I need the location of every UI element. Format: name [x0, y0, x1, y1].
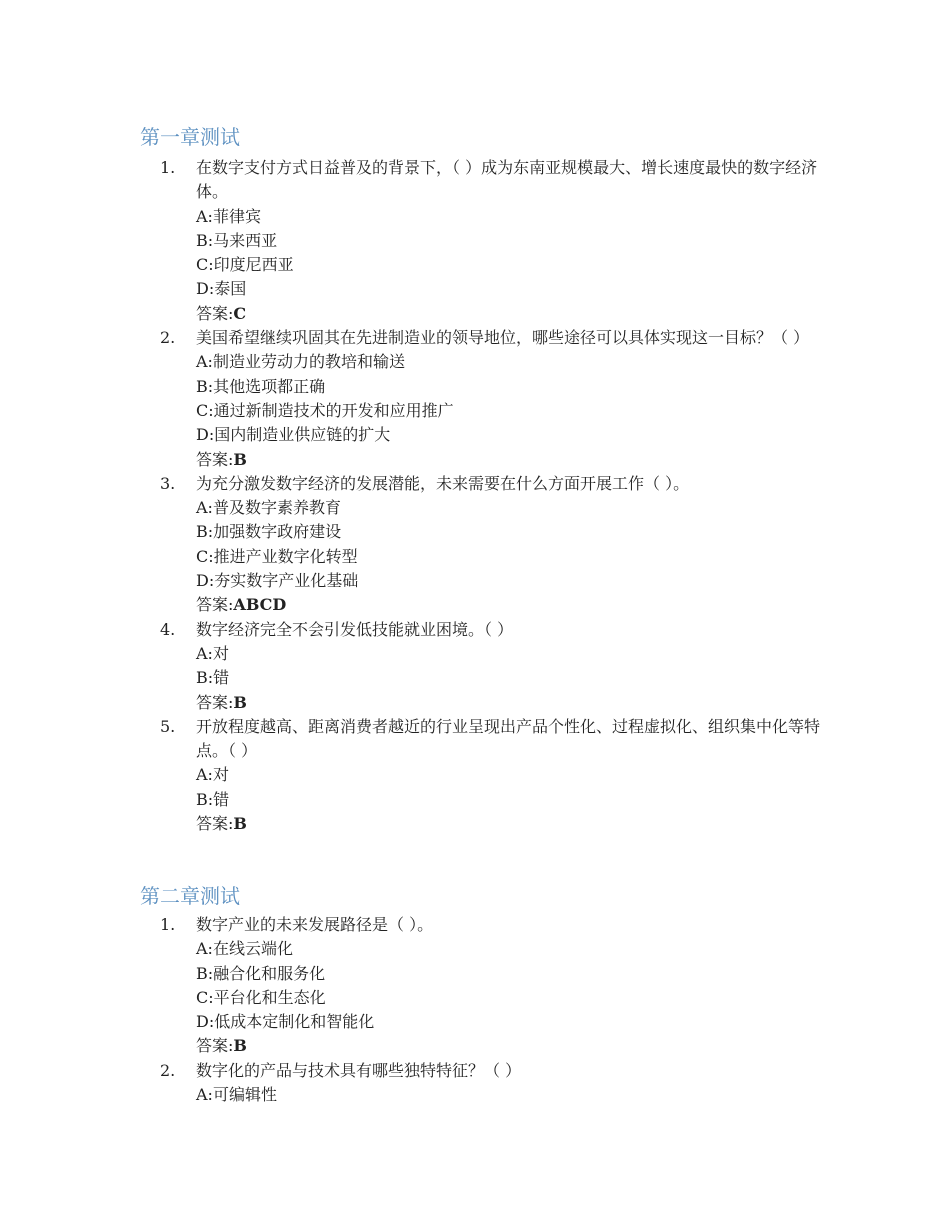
option-c: C:通过新制造技术的开发和应用推广 — [196, 400, 454, 420]
answer-line — [196, 593, 820, 617]
answer-label: 答案: — [196, 449, 234, 469]
question-item — [140, 326, 820, 472]
option-a: A:普及数字素养教育 — [196, 498, 341, 518]
answer-label: 答案: — [196, 1036, 234, 1056]
option-d: D:夯实数字产业化基础 — [196, 571, 359, 591]
question-text: 开放程度越高、距离消费者越近的行业呈现出产品个性化、过程虚拟化、组织集中化等特点。（ ） — [196, 716, 821, 761]
question-text: 数字产业的未来发展路径是（ ）。 — [196, 915, 434, 934]
option-a: A:对 — [196, 765, 229, 785]
option-c: C:推进产业数字化转型 — [196, 546, 358, 566]
answer-line — [196, 302, 820, 326]
option-b: B:错 — [196, 668, 230, 688]
question-list-chapter-2 — [140, 913, 820, 1107]
question-item — [140, 913, 820, 1059]
option-b: B:错 — [196, 789, 230, 809]
answer-value: B — [233, 692, 247, 712]
answer-value: ABCD — [233, 595, 287, 615]
answer-value: C — [233, 303, 247, 323]
question-item — [140, 715, 820, 836]
question-number: 4. — [160, 619, 176, 639]
option-b: B:融合化和服务化 — [196, 963, 326, 983]
option-b: B:加强数字政府建设 — [196, 522, 342, 542]
answer-value: B — [233, 814, 247, 834]
section-heading-chapter-2: 第二章测试 — [140, 884, 240, 908]
answer-line — [196, 448, 820, 472]
option-a: A:对 — [196, 643, 229, 663]
section-heading-chapter-1: 第一章测试 — [140, 125, 240, 149]
question-number: 2. — [160, 328, 176, 348]
option-c: C:印度尼西亚 — [196, 255, 294, 275]
question-item — [140, 472, 820, 618]
option-c: C:平台化和生态化 — [196, 987, 326, 1007]
option-d: D:低成本定制化和智能化 — [196, 1012, 375, 1032]
option-d: D:泰国 — [196, 279, 247, 299]
question-text: 美国希望继续巩固其在先进制造业的领导地位，哪些途径可以具体实现这一目标？（ ） — [196, 328, 810, 348]
answer-line — [196, 1034, 820, 1058]
question-number: 1. — [160, 158, 176, 177]
answer-line — [196, 691, 820, 715]
option-b: B:其他选项都正确 — [196, 376, 326, 396]
option-d: D:国内制造业供应链的扩大 — [196, 425, 391, 445]
answer-line — [196, 812, 820, 836]
question-text: 为充分激发数字经济的发展潜能，未来需要在什么方面开展工作（ ）。 — [196, 473, 690, 493]
question-item — [140, 618, 820, 715]
answer-value: B — [233, 449, 247, 469]
question-number: 1. — [160, 915, 176, 934]
answer-label: 答案: — [196, 595, 234, 615]
option-a: A:可编辑性 — [196, 1085, 277, 1105]
question-list-chapter-1 — [140, 156, 820, 836]
answer-label: 答案: — [196, 303, 234, 323]
question-item — [140, 1059, 820, 1108]
question-text: 在数字支付方式日益普及的背景下，（ ）成为东南亚规模最大、增长速度最快的数字经济体。 — [196, 158, 818, 202]
option-a: A:菲律宾 — [196, 206, 261, 226]
question-text: 数字化的产品与技术具有哪些独特特征？（ ） — [196, 1060, 522, 1080]
option-a: A:在线云端化 — [196, 939, 293, 959]
answer-label: 答案: — [196, 814, 234, 834]
question-item — [140, 156, 820, 326]
question-number: 3. — [160, 473, 176, 493]
option-a: A:制造业劳动力的教培和输送 — [196, 352, 405, 372]
question-number: 2. — [160, 1060, 176, 1080]
answer-value: B — [233, 1036, 247, 1056]
question-text: 数字经济完全不会引发低技能就业困境。（ ） — [196, 619, 514, 639]
question-number: 5. — [160, 716, 176, 736]
option-b: B:马来西亚 — [196, 230, 278, 250]
answer-label: 答案: — [196, 692, 234, 712]
